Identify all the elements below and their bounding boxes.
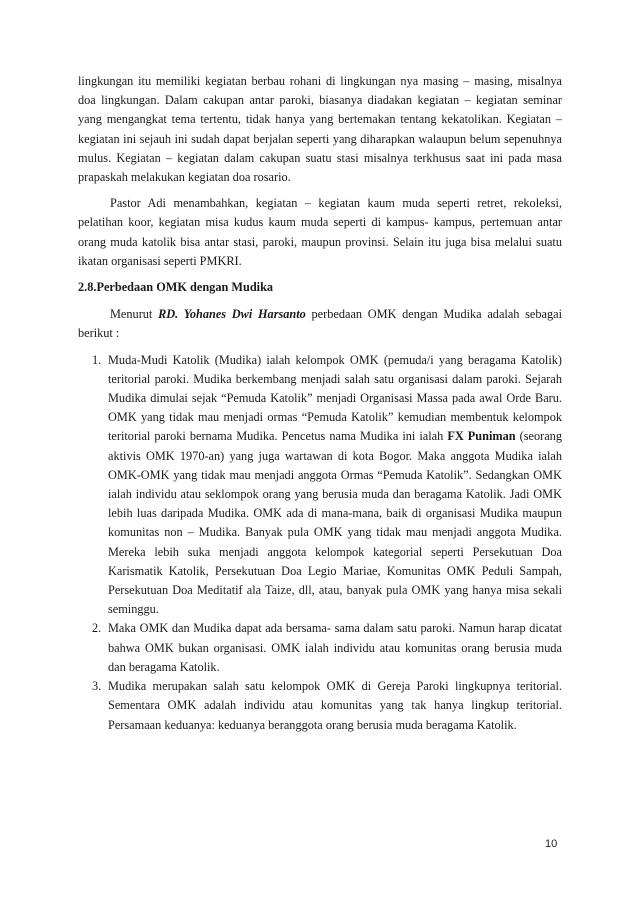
difference-list bbox=[78, 351, 562, 735]
paragraph-activities: lingkungan itu memiliki kegiatan berbau rohani di lingkungan nya masing – masing, misalnya doa lingkungan. Dalam cakupan antar paroki, biasanya diadakan kegiatan – kegiatan seminar yang mengangkat tema tertentu, tidak hanya yang bertemakan tentang kekatolikan. Kegiatan – kegiatan ini sejauh ini sudah dapat berjalan seperti yang diharapkan walaupun belum sepenuhnya mulus. Kegiatan – kegiatan dalam cakupan suatu stasi misalnya terkhusus saat ini pada masa prapaskah melakukan kegiatan doa rosario. bbox=[78, 74, 562, 185]
list-item bbox=[92, 677, 562, 735]
paragraph-pastor-adi: Pastor Adi menambahkan, kegiatan – kegiatan kaum muda seperti retret, rekoleksi, pelatihan koor, kegiatan misa kudus kaum muda seperti di kampus- kampus, pertemuan antar orang muda katolik bisa antar stasi, paroki, maupun provinsi. Selain itu juga bisa melalui suatu ikatan organisasi seperti PMKRI. bbox=[78, 196, 562, 268]
page-number: 10 bbox=[545, 838, 558, 850]
section-heading: 2.8.Perbedaan OMK dengan Mudika bbox=[78, 280, 274, 295]
list-item bbox=[92, 351, 562, 620]
list-item-number: 2. bbox=[92, 621, 102, 636]
list-item-number: 3. bbox=[92, 679, 102, 694]
list-item-text: Muda-Mudi Katolik (Mudika) ialah kelompok OMK (pemuda/i yang beragama Katolik) teritorial paroki. Mudika berkembang menjadi salah satu organisasi dalam paroki. Sejarah Mudika dimulai sejak “Pemuda Katolik” menjadi Organisasi Massa pada awal Orde Baru. OMK yang tidak mau menjadi ormas “Pemuda Katolik” kemudian membentuk kelompok teritorial paroki bernama Mudika. Pencetus nama Mudika ini ialah bbox=[108, 352, 562, 444]
page-content bbox=[78, 72, 562, 735]
list-item bbox=[92, 619, 562, 677]
list-item-number: 1. bbox=[92, 352, 102, 367]
list-item-bold-name: FX Puniman bbox=[447, 429, 516, 444]
list-item-text: Maka OMK dan Mudika dapat ada bersama- sama dalam satu paroki. Namun harap dicatat bahwa OMK bukan organisasi. OMK ialah individu atau komunitas orang berusia muda dan beragama Katolik. bbox=[108, 621, 562, 674]
intro-pre: Menurut bbox=[110, 307, 159, 322]
intro-author: RD. Yohanes Dwi Harsanto bbox=[158, 307, 306, 322]
section-intro bbox=[78, 305, 562, 343]
list-item-text: Mudika merupakan salah satu kelompok OMK di Gereja Paroki lingkupnya teritorial. Sementara OMK adalah individu atau komunitas yang tak hanya lingkup teritorial. Persamaan keduanya: keduanya beranggota orang berusia muda beragama Katolik. bbox=[108, 679, 562, 732]
list-item-text-cont: (seorang aktivis OMK 1970-an) yang juga wartawan di kota Bogor. Maka anggota Mudika ialah OMK-OMK yang tidak mau menjadi anggota Ormas “Pemuda Katolik”. Sedangkan OMK ialah individu atau seklompok orang yang berusia muda dan beragama Katolik. Jadi OMK lebih luas daripada Mudika. OMK ada di mana-mana, baik di organisasi Mudika maupun komunitas non – Mudika. Banyak pula OMK yang tidak mau menjadi anggota Mudika. Mereka lebih suka menjadi anggota kelompok kategorial seperti Persekutuan Doa Karismatik Katolik, Persekutuan Doa Legio Mariae, Komunitas OMK Peduli Sampah, Persekutuan Doa Meditatif ala Taize, dll, atau, banyak pula OMK yang hanya misa sekali seminggu. bbox=[108, 429, 562, 617]
intro-post: perbedaan OMK dengan Mudika adalah sebagai berikut : bbox=[78, 307, 562, 341]
